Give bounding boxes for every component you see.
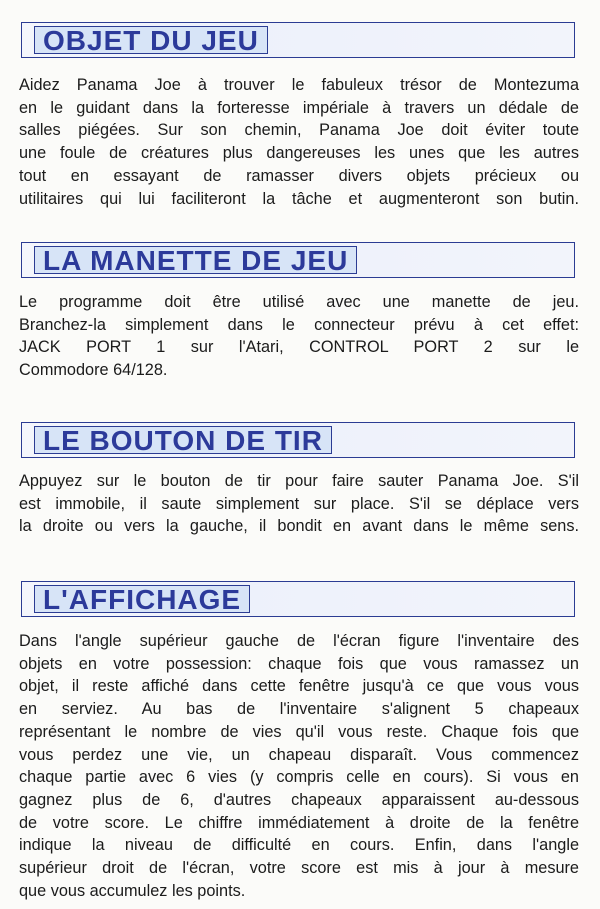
section-heading-le-bouton-de-tir — [21, 422, 575, 458]
text-line: la droite ou vers la gauche, il bondit en avant dans le même sens. — [19, 517, 579, 536]
text-line: gagnez plus de 6, d'autres chapeaux apparaissent au-dessous — [19, 790, 579, 809]
text-line: supérieur droit de l'écran, votre score est mis à jour à mesure — [19, 859, 579, 878]
section-body-l-affichage — [19, 630, 579, 902]
section-body-la-manette-de-jeu — [19, 291, 579, 382]
text-line: tout en essayant de ramasser divers objets précieux ou — [19, 166, 579, 185]
text-line: chaque partie avec 6 vies (y compris celle en cours). Si vous en — [19, 768, 579, 787]
text-line: est immobile, il saute simplement sur place. S'il se déplace vers — [19, 494, 579, 513]
text-line: une foule de créatures plus dangereuses les unes que les autres — [19, 144, 579, 163]
heading-box — [34, 426, 332, 454]
section-body-objet-du-jeu — [19, 74, 579, 210]
text-line: représentant le nombre de vies qu'il vous reste. Chaque fois que — [19, 722, 579, 741]
text-line: Dans l'angle supérieur gauche de l'écran figure l'inventaire des — [19, 632, 579, 650]
heading-box — [34, 26, 268, 54]
section-title: LE BOUTON DE TIR — [43, 425, 323, 456]
text-line: vous perdez une vie, un chapeau disparaît. Vous commencez — [19, 745, 579, 764]
section-heading-objet-du-jeu — [21, 22, 575, 58]
text-line: objet, il reste affiché dans cette fenêtre jusqu'à ce que vous vous — [19, 677, 579, 696]
text-line: indique la niveau de difficulté en cours. Enfin, dans l'angle — [19, 836, 579, 855]
text-line: Branchez-la simplement dans le connecteur prévu à cet effet: — [19, 315, 579, 334]
text-line: en le guidant dans la forteresse impériale à travers un dédale de — [19, 98, 579, 117]
section-body-le-bouton-de-tir — [19, 470, 579, 538]
heading-box — [34, 246, 357, 274]
section-heading-la-manette-de-jeu — [21, 242, 575, 278]
text-line: Appuyez sur le bouton de tir pour faire sauter Panama Joe. S'il — [19, 472, 579, 490]
text-line: Commodore 64/128. — [19, 361, 168, 380]
text-line: en serviez. Au bas de l'inventaire s'alignent 5 chapeaux — [19, 700, 579, 719]
text-line: que vous accumulez les points. — [19, 881, 246, 900]
text-line: objets en votre possession: chaque fois que vous ramassez un — [19, 654, 579, 673]
heading-box — [34, 585, 250, 613]
section-heading-l-affichage — [21, 581, 575, 617]
section-title: OBJET DU JEU — [43, 25, 259, 56]
text-line: de votre score. Le chiffre immédiatement à droite de la fenêtre — [19, 813, 579, 832]
text-line: salles piégées. Sur son chemin, Panama Joe doit éviter toute — [19, 121, 579, 140]
text-line: Aidez Panama Joe à trouver le fabuleux trésor de Montezuma — [19, 76, 579, 94]
text-line: utilitaires qui lui faciliteront la tâche et augmenteront son butin. — [19, 189, 579, 208]
text-line: Le programme doit être utilisé avec une manette de jeu. — [19, 293, 579, 311]
section-title: L'AFFICHAGE — [43, 584, 242, 615]
text-line: JACK PORT 1 sur l'Atari, CONTROL PORT 2 sur le — [19, 338, 579, 357]
section-title: LA MANETTE DE JEU — [43, 245, 349, 276]
